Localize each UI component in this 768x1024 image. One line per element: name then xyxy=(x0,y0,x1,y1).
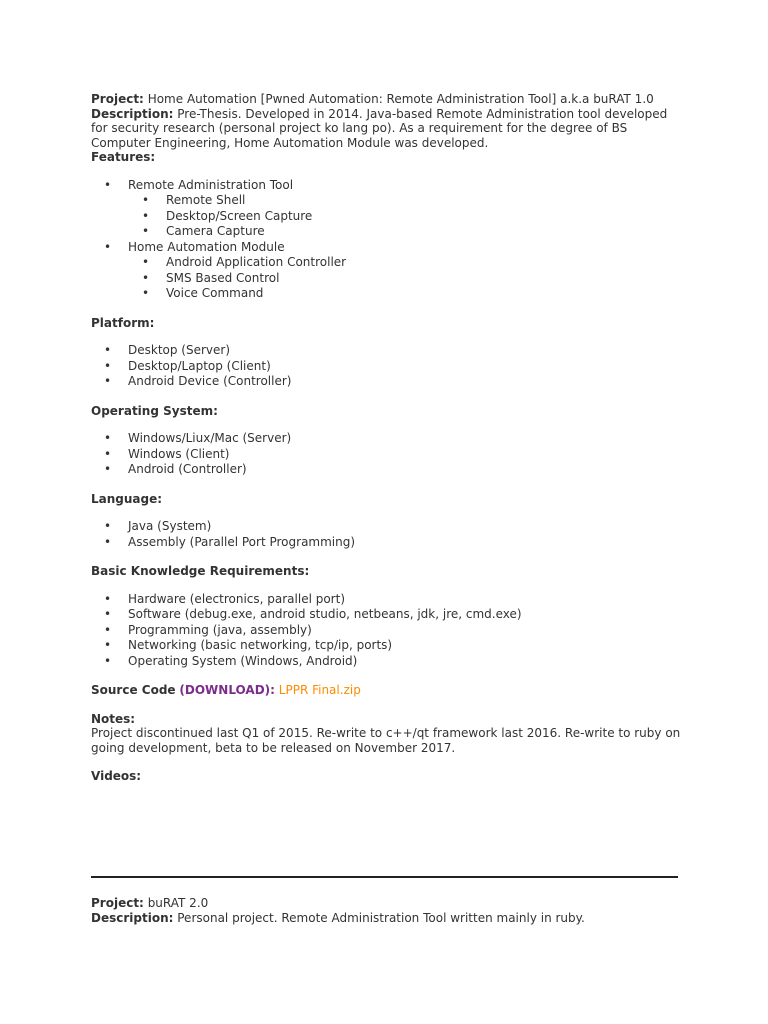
list-item: • Assembly (Parallel Port Programming) xyxy=(91,535,681,551)
list-item: • Operating System (Windows, Android) xyxy=(91,654,681,670)
list-item: • Desktop/Screen Capture xyxy=(128,209,681,225)
notes-text: Project discontinued last Q1 of 2015. Re-write to c++/qt framework last 2016. Re-write to ruby on going development, beta to be released on November 2017. xyxy=(91,726,681,755)
project1-section xyxy=(91,92,681,784)
list-item: • Voice Command xyxy=(128,286,681,302)
sub-list xyxy=(128,255,681,302)
list-item: • Android Device (Controller) xyxy=(91,374,681,390)
project2-description xyxy=(91,911,681,926)
platform-heading: Platform: xyxy=(91,315,155,330)
videos-heading: Videos: xyxy=(91,769,142,783)
knowledge-heading: Basic Knowledge Requirements: xyxy=(91,564,310,578)
list-item: • Software (debug.exe, android studio, netbeans, jdk, jre, cmd.exe) xyxy=(91,607,681,623)
project1-description xyxy=(91,107,681,151)
source-code-line xyxy=(91,683,681,698)
description-value: Pre-Thesis. Developed in 2014. Java-based Remote Administration tool developed for security research (personal project ko lang po). As a requirement for the degree of BS Computer Engineering, Home Automation Module was developed. xyxy=(91,106,668,150)
notes-heading: Notes: xyxy=(91,711,136,726)
language-heading: Language: xyxy=(91,491,163,506)
list-item: • Java (System) xyxy=(91,519,681,535)
list-item: • Programming (java, assembly) xyxy=(91,623,681,639)
source-code-label: Source Code xyxy=(91,683,176,697)
list-item: • Remote Administration Tool • Remote Shell • Desktop/Screen Capture • Camera Capture xyxy=(91,178,681,240)
download-link[interactable]: LPPR Final.zip xyxy=(278,683,361,697)
list-item: • Android Application Controller xyxy=(128,255,681,271)
features-heading: Features: xyxy=(91,150,156,164)
platform-list xyxy=(91,343,681,390)
list-item: • Desktop/Laptop (Client) xyxy=(91,359,681,375)
os-heading: Operating System: xyxy=(91,403,218,418)
list-item: • Windows/Liux/Mac (Server) xyxy=(91,431,681,447)
project-label: Project: xyxy=(91,92,144,106)
knowledge-list xyxy=(91,592,681,670)
description-value: Personal project. Remote Administration Tool written mainly in ruby. xyxy=(177,910,585,925)
project2-section xyxy=(91,896,681,925)
project-label: Project: xyxy=(91,896,144,910)
description-label: Description: xyxy=(91,106,174,121)
list-item: • Hardware (electronics, parallel port) xyxy=(91,592,681,608)
project1-title xyxy=(91,92,681,107)
list-item: • Android (Controller) xyxy=(91,462,681,478)
sub-list xyxy=(128,193,681,240)
features-list xyxy=(91,178,681,302)
list-item: • Home Automation Module • Android Application Controller • SMS Based Control • Voice Command xyxy=(91,240,681,302)
list-item: • SMS Based Control xyxy=(128,271,681,287)
description-label: Description: xyxy=(91,910,174,925)
download-label: (DOWNLOAD): xyxy=(179,683,275,697)
list-item: • Remote Shell xyxy=(128,193,681,209)
list-item: • Networking (basic networking, tcp/ip, ports) xyxy=(91,638,681,654)
list-item: • Desktop (Server) xyxy=(91,343,681,359)
list-item: • Camera Capture xyxy=(128,224,681,240)
list-item: • Windows (Client) xyxy=(91,447,681,463)
project-value: buRAT 2.0 xyxy=(147,896,209,910)
horizontal-divider xyxy=(91,876,678,878)
project-value: Home Automation [Pwned Automation: Remote Administration Tool] a.k.a buRAT 1.0 xyxy=(147,92,654,106)
project2-title xyxy=(91,896,681,911)
language-list xyxy=(91,519,681,550)
os-list xyxy=(91,431,681,478)
